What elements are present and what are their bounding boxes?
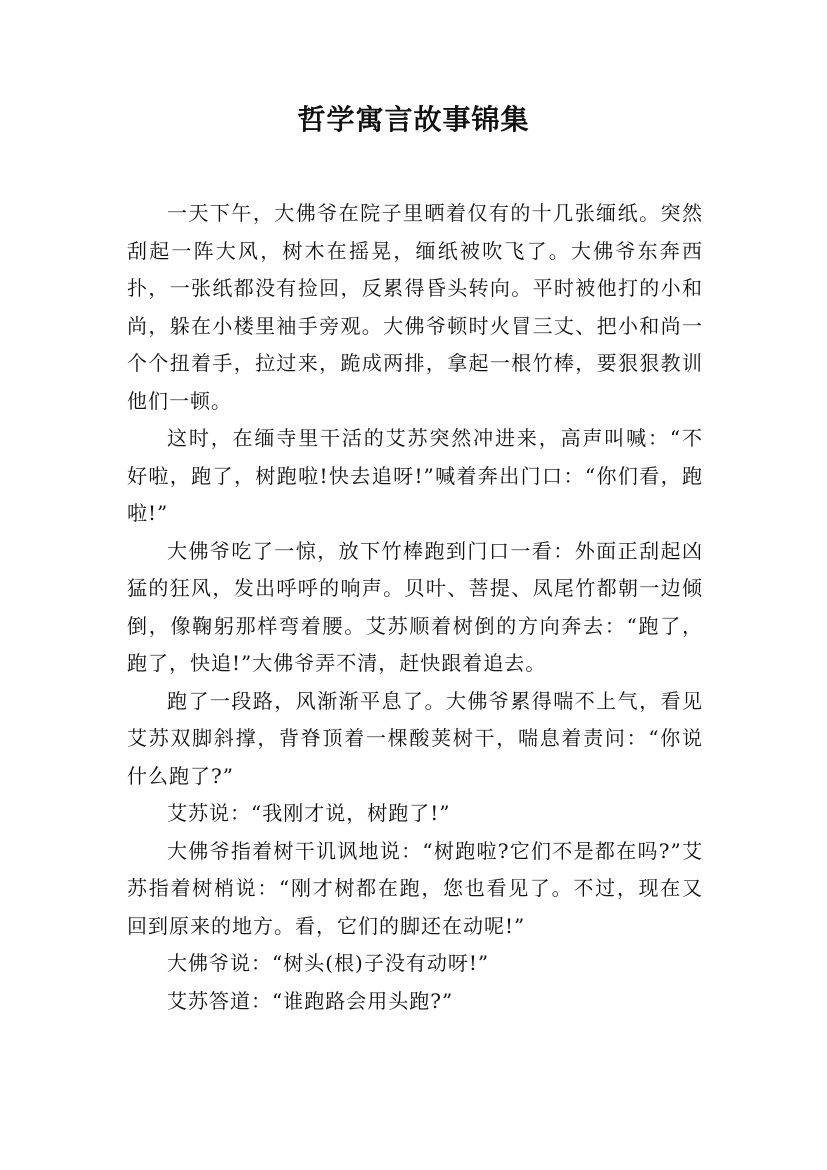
paragraph: 一天下午，大佛爷在院子里晒着仅有的十几张缅纸。突然刮起一阵大风，树木在摇晃，缅纸被吹飞了。大佛爷东奔西扑，一张纸都没有捡回，反累得昏头转向。平时被他打的小和尚，躲在小楼里袖手旁观。大佛爷顿时火冒三丈、把小和尚一个个扭着手，拉过来，跪成两排，拿起一根竹棒，要狠狠教训他们一顿。 <box>127 201 703 413</box>
paragraph: 艾苏说：“我刚才说，树跑了!” <box>167 801 451 825</box>
paragraph: 跑了一段路，风渐渐平息了。大佛爷累得喘不上气，看见艾苏双脚斜撑，背脊顶着一棵酸荚树干，喘息着责问：“你说什么跑了?” <box>127 688 703 788</box>
paragraph: 艾苏答道：“谁跑路会用头跑?” <box>167 988 454 1013</box>
paragraph: 这时，在缅寺里干活的艾苏突然冲进来，高声叫喊：“不好啦，跑了，树跑啦!快去追呀!”喊着奔出门口：“你们看，跑啦!” <box>127 426 703 525</box>
document-title: 哲学寓言故事锦集 <box>297 103 530 136</box>
document-body <box>127 195 703 1020</box>
paragraph: 大佛爷指着树干讥讽地说：“树跑啦?它们不是都在吗?”艾苏指着树梢说：“刚才树都在跑，您也看见了。不过，现在又回到原来的地方。看，它们的脚还在动呢!” <box>127 838 703 938</box>
paragraph: 大佛爷吃了一惊，放下竹棒跑到门口一看：外面正刮起凶猛的狂风，发出呼呼的响声。贝叶、菩提、凤尾竹都朝一边倾倒，像鞠躬那样弯着腰。艾苏顺着树倒的方向奔去：“跑了，跑了，快追!”大佛爷弄不清，赶快跟着追去。 <box>127 538 703 675</box>
paragraph: 大佛爷说：“树头(根)子没有动呀!” <box>167 951 490 975</box>
